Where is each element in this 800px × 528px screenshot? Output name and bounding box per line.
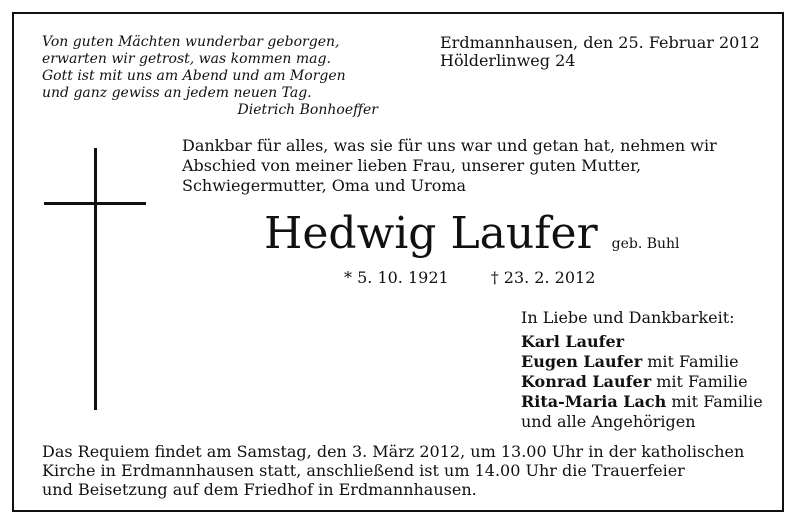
- maiden-name: geb. Buhl: [611, 236, 680, 252]
- poem-line: Von guten Mächten wunderbar geborgen,: [42, 34, 340, 50]
- poem-line: Gott ist mit uns am Abend und am Morgen: [42, 68, 346, 84]
- service-line: und Beisetzung auf dem Friedhof in Erdmannhausen.: [42, 480, 477, 499]
- service-line: Kirche in Erdmannhausen statt, anschließend ist um 14.00 Uhr die Trauerfeier: [42, 461, 685, 480]
- mourners-block: [521, 308, 763, 432]
- mourner-suffix: mit Familie: [642, 352, 739, 371]
- mourner-suffix: mit Familie: [666, 392, 763, 411]
- place-date: Erdmannhausen, den 25. Februar 2012: [440, 33, 760, 52]
- street-address: Hölderlinweg 24: [440, 51, 576, 70]
- place-date-block: [440, 34, 760, 70]
- service-line: Das Requiem findet am Samstag, den 3. März 2012, um 13.00 Uhr in der katholischen: [42, 442, 745, 461]
- mourner-entry: [521, 352, 763, 372]
- poem-line: erwarten wir getrost, was kommen mag.: [42, 51, 331, 67]
- death-date: † 23. 2. 2012: [490, 268, 596, 287]
- mourner-name: Eugen Laufer: [521, 352, 643, 371]
- poem-line: und ganz gewiss an jedem neuen Tag.: [42, 85, 312, 101]
- obituary-notice: [12, 12, 784, 512]
- cross-icon-bar: [44, 202, 146, 205]
- mourner-name: Rita-Maria Lach: [521, 392, 667, 411]
- life-dates: [344, 268, 595, 287]
- mourners-heading: In Liebe und Dankbarkeit:: [521, 308, 735, 327]
- poem-author: Dietrich Bonhoeffer: [237, 102, 378, 118]
- mourner-suffix: mit Familie: [651, 372, 748, 391]
- cross-icon: [94, 148, 97, 410]
- intro-line: Dankbar für alles, was sie für uns war und getan hat, nehmen wir: [182, 136, 717, 155]
- service-info: [42, 442, 772, 499]
- mourner-entry: [521, 372, 763, 392]
- intro-line: Abschied von meiner lieben Frau, unserer guten Mutter,: [182, 156, 642, 175]
- deceased-name-row: [264, 208, 680, 260]
- mourner-name: Konrad Laufer: [521, 372, 652, 391]
- intro-line: Schwiegermutter, Oma und Uroma: [182, 176, 467, 195]
- mourner-entry: [521, 392, 763, 412]
- birth-date: * 5. 10. 1921: [344, 268, 449, 287]
- intro-text: [182, 136, 762, 196]
- mourner-name: Karl Laufer: [521, 332, 625, 351]
- mourner-entry: [521, 332, 763, 352]
- mourners-closing: und alle Angehörigen: [521, 412, 696, 431]
- deceased-name: Hedwig Laufer: [264, 208, 598, 259]
- poem-block: [42, 34, 402, 119]
